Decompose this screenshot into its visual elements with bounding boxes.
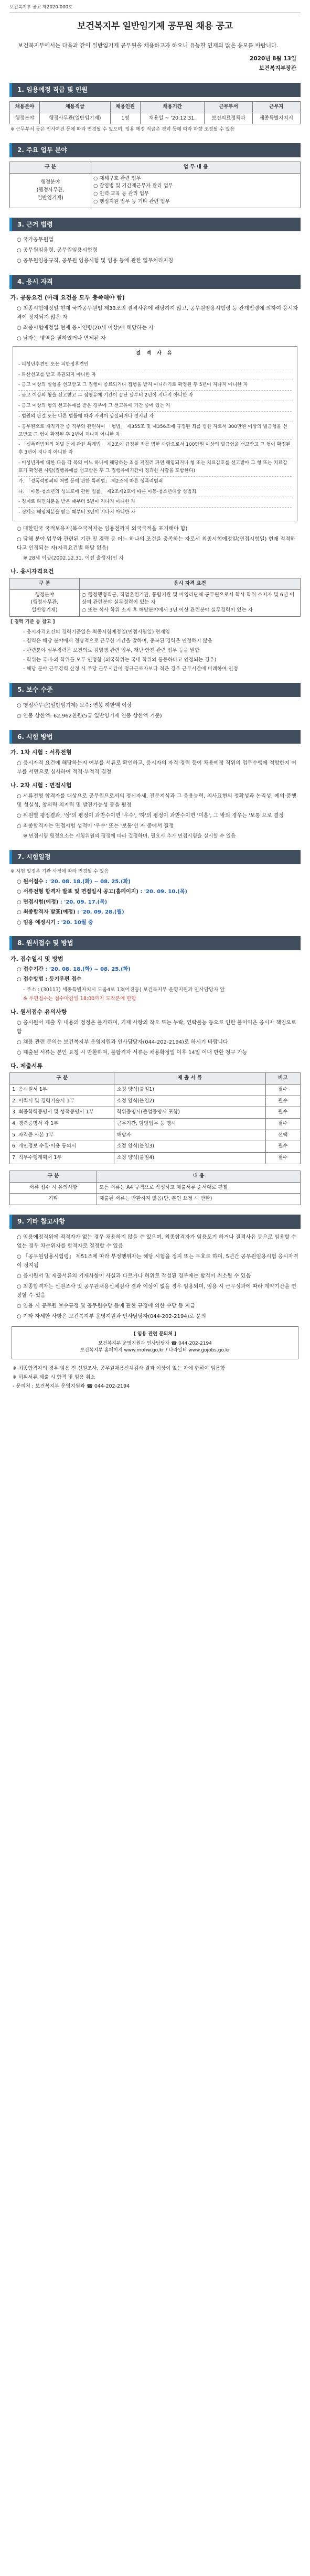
table-row	[10, 1130, 301, 1141]
list-item: ○ 최종합격자는 신원조사 및 공무원채용신체검사 결과 이상이 없을 경우 임용되며, 임용 시 근무성과에 따라 계약기간을 연장할 수 있음	[17, 1283, 296, 1298]
col-header: 구 분	[10, 578, 80, 589]
sub-head: 가. 1차 시험 : 서류전형	[10, 749, 72, 756]
eligibility-category: 행정분야 (행정사무관, 일반임기제)	[10, 589, 80, 616]
table-row	[10, 1084, 301, 1096]
table-cell: 해당자	[114, 1130, 265, 1141]
table-cell: 소정 양식(붙임4)	[114, 1153, 265, 1164]
col-header: 구 분	[10, 1171, 97, 1182]
list-item: - 경력은 해당 분야에서 정상적으로 근무한 기간을 말하며, 중복된 경력은 인정하지 않음	[23, 638, 212, 645]
list-item: ○ 위원별 평정결과, '상'의 평정이 과반수이면 '우수', '하'의 평정이 과반수이면 '미흡', 그 밖의 경우는 '보통'으로 결정	[17, 813, 284, 819]
col-header: 내 용	[97, 1171, 301, 1182]
list-item: ○ 행정사무관(일반임기제) 보수: 연봉 하한액 이상	[17, 702, 132, 709]
box-row: - 법원의 판결 또는 다른 법률에 따라 자격이 상실되거나 정지된 자	[18, 412, 292, 422]
col-header: 근무지	[252, 102, 300, 113]
position-table	[9, 101, 301, 124]
position-note: ※ 근무부서 등은 인사여건 등에 따라 변경될 수 있으며, 임용 예정 직급은 경력 등에 따라 하향 조정될 수 있음	[10, 127, 235, 133]
table-cell: 서류 접수 시 유의사항	[10, 1182, 97, 1194]
submission-value: : 등기우편 접수	[45, 976, 82, 983]
table-cell: 보건의료정책과	[205, 113, 252, 124]
schedule-label: ○ 서류전형 합격자 발표 및 면접일시 공고(홈페이지)	[17, 889, 138, 895]
box-title: 결 격 사 유	[136, 350, 174, 356]
table-cell: 2. 이력서 및 경력기술서 1부	[10, 1096, 114, 1107]
box-row: - 금고 이상의 형을 선고받고 그 집행유예 기간이 끝난 날부터 2년이 지나지 아니한 자	[18, 391, 292, 401]
list-item: ○ 채용 관련 문의는 보건복지부 운영지원과 인사담당자(044-202-2194)로 하시기 바랍니다	[17, 1039, 228, 1046]
list-item: ○ 기타 자세한 사항은 보건복지부 운영지원과 인사담당자(044-202-2194)로 문의	[17, 1313, 206, 1319]
list-item: ※ 28세 이상(2002.12.31. 이전 출생자)인 자	[23, 555, 124, 562]
table-cell: 소정 양식(붙임3)	[114, 1141, 265, 1153]
table-row	[10, 1182, 301, 1194]
table-cell: 학위증명서(졸업증명서 포함)	[114, 1107, 265, 1119]
col-header: 구 분	[10, 1073, 114, 1085]
schedule-label: ○ 원서접수	[17, 878, 44, 885]
table-cell: 5. 자격증 사본 1부	[10, 1130, 114, 1141]
list-item: ○ 공무원임용령, 공무원임용시험령	[17, 248, 98, 254]
table-cell: 소정 양식(붙임1)	[114, 1084, 265, 1096]
table-cell: 필수	[265, 1084, 300, 1096]
list-item: ○ 「공무원임용시험령」 제51조에 따라 부정행위자는 해당 시험을 정지 또는 무효로 하며, 5년간 공무원임용시험 응시자격이 정지됨	[17, 1253, 298, 1269]
schedule-note: ※ 시험 일정은 기관 사정에 따라 변경될 수 있음	[10, 868, 109, 874]
duty-category: 행정분야 (행정사무관, 일반임기제)	[10, 173, 91, 208]
page-title: 보건복지부 일반임기제 공무원 채용 공고	[77, 21, 233, 32]
schedule-value: : '20. 09. 28.(월)	[77, 909, 124, 916]
list-item: - 해당 분야 근무경력 산정 시 주당 근무시간이 정규근로자보다 적은 경우 근무시간에 비례하여 인정	[23, 666, 238, 672]
table-cell: 6. 개인정보 수집·이용 동의서	[10, 1141, 114, 1153]
table-row	[10, 1118, 301, 1130]
section-head-6: 6. 시험 방법	[9, 730, 301, 744]
col-header: 구 분	[10, 162, 91, 173]
sub-head: 나. 원서접수 유의사항	[10, 1008, 67, 1016]
box-row: - 징계로 파면처분을 받은 때부터 5년이 지나지 아니한 자	[18, 497, 292, 508]
eligibility-table	[9, 578, 301, 617]
list-item: ○ 응시자격 요건에 해당하는지 여부를 서류로 확인하고, 응시자의 자격·경력 등이 채용예정 직위의 업무수행에 적합한지 여부를 서면으로 심사하여 적격·부적격 결정	[17, 760, 296, 776]
box-row: - 피성년후견인 또는 피한정후견인	[18, 360, 292, 370]
box-row: - 금고 이상의 실형을 선고받고 그 집행이 종료되거나 집행을 받지 아니하기로 확정된 후 5년이 지나지 아니한 자	[18, 380, 292, 391]
table-cell: 4. 경력증명서 각 1부	[10, 1118, 114, 1130]
table-cell: 1. 응시원서 1부	[10, 1084, 114, 1096]
career-note-title: [ 경력 기준 등 참고 ]	[10, 619, 55, 625]
list-item: - 문의처 : 보건복지부 운영지원과 ☎ 044-202-2194	[13, 1383, 130, 1389]
list-item: ○ 공무원임용규칙, 공무원 임용시험 및 임용 등에 관한 업무처리지침	[17, 258, 174, 264]
table-cell: 필수	[265, 1153, 300, 1164]
submission-label: ○ 접수방법	[17, 976, 44, 983]
table-cell: 1명	[110, 113, 140, 124]
sub-head: 다. 제출서류	[10, 1062, 43, 1070]
col-header: 채용기간	[140, 102, 205, 113]
eligibility-list	[79, 589, 300, 616]
section-head-4: 4. 응시 자격	[9, 275, 301, 289]
intro-paragraph: 보건복지부에서는 다음과 같이 일반임기제 공무원을 채용하고자 하오니 유능한 인재의 많은 응모를 바랍니다.	[18, 42, 279, 49]
announcement-number: 보건복지부 공고 제2020-000호	[9, 4, 301, 13]
box-row: 나. 「아동·청소년의 성보호에 관한 법률」 제2조제2호에 따른 아동·청소년대상 성범죄	[18, 487, 292, 498]
list-item: ○ 최종시험예정일 현재 국가공무원법 제33조의 결격사유에 해당하지 않고, 공무원임용시험령 등 관계법령에 의하여 응시자격이 정지되지 않은 자	[17, 305, 298, 320]
box-row: - 금고 이상의 형의 선고유예를 받은 경우에 그 선고유예 기간 중에 있는 자	[18, 401, 292, 412]
col-header: 근무부서	[205, 102, 252, 113]
list-item: - 관련분야 실무경력은 보건의료·감염병 관련 업무, 재난·안전 관련 업무 등을 말함	[23, 648, 200, 654]
table-row	[10, 1194, 301, 1205]
duty-list	[91, 173, 301, 208]
table-row	[10, 589, 301, 616]
table-cell: 필수	[265, 1107, 300, 1119]
list-item: ※ 최종합격자의 경우 임용 전 신원조사, 공무원채용신체검사 결과 이상이 없는 자에 한하여 임용함	[13, 1366, 226, 1372]
col-header: 채용직급	[39, 102, 110, 113]
section-head-8: 8. 원서접수 및 방법	[9, 936, 301, 950]
list-item: ○ 응시원서 및 제출서류의 기재사항이 사실과 다르거나 허위로 작성된 경우에는 합격이 취소될 수 있음	[17, 1273, 251, 1279]
section-head-9: 9. 기타 참고사항	[9, 1215, 301, 1229]
box-row: - 징계로 해임처분을 받은 때부터 3년이 지나지 아니한 자	[18, 510, 136, 516]
documents-table	[9, 1072, 301, 1164]
section-head-1: 1. 임용예정 직급 및 인원	[9, 83, 301, 97]
schedule-label: ○ 임용 예정시기	[17, 919, 56, 926]
table-cell: 필수	[265, 1096, 300, 1107]
table-cell: 행정분야	[10, 113, 40, 124]
sub-head: 가. 접수일시 및 방법	[10, 955, 63, 962]
table-row	[10, 1107, 301, 1119]
list-item: ○ 최종합격자는 면접시험 성적이 '우수' 또는 '보통'인 자 중에서 결정	[17, 823, 174, 830]
box-row: - 미성년자에 대한 다음 각 목의 어느 하나에 해당하는 죄를 저질러 파면·해임되거나 형 또는 치료감호를 선고받아 그 형 또는 치료감호가 확정된 사람(집행유예를 선고받은 후 그 집행유예기간이 경과한 사람을 포함한다)	[18, 458, 292, 477]
schedule-value: : '20. 10월 중	[57, 919, 93, 926]
list-item: ○ 최종시험예정일 현재 응시연령(20세 이상)에 해당하는 자	[17, 325, 154, 331]
submission-item	[17, 965, 298, 974]
list-item: ○ 응시원서 제출 후 내용의 정정은 불가하며, 기재 사항의 착오 또는 누락, 연락불능 등으로 인한 불이익은 응시자 책임으로 함	[17, 1020, 296, 1035]
table-cell: 모든 서류는 A4 규격으로 작성하고 제출서류 순서대로 편철	[97, 1182, 301, 1194]
table-cell: 소정 양식(붙임2)	[114, 1096, 265, 1107]
address-note: ※ 우편접수는 접수마감일 18:00까지 도착분에 한함	[23, 996, 136, 1002]
sub-head: 나. 2차 시험 : 면접시험	[10, 782, 72, 789]
col-header: 응시 자격 요건	[79, 578, 300, 589]
submission-notes-table	[9, 1171, 301, 1205]
schedule-value: : '20. 09. 17.(목)	[60, 899, 108, 905]
duties-table	[9, 162, 301, 208]
schedule-label: ○ 면접시험(예정)	[17, 899, 59, 905]
contact-row: 보건복지부 홈페이지 www.mohw.go.kr / 나라일터 www.gojobs.go.kr	[80, 1348, 230, 1354]
announcement-date: 2020년 8월 13일	[250, 55, 296, 62]
box-row: 가. 「성폭력범죄의 처벌 등에 관한 특례법」 제2조에 따른 성폭력범죄	[18, 477, 292, 487]
schedule-item	[17, 919, 298, 927]
list-item: ○ 행정행정직군, 직업훈련기관, 통합기관 및 비영리단체 공무원으로서 학사 학위 소지자 및 6년 이상의 관련분야 실무경력이 있는 자	[81, 592, 295, 606]
list-item: ○ 제출된 서류는 본인 요청 시 반환하며, 불합격자 서류는 채용확정일 이후 14일 이내 반환 청구 가능	[17, 1050, 248, 1056]
table-cell: 3. 최종학력증명서 및 성적증명서 1부	[10, 1107, 114, 1119]
schedule-item	[17, 908, 298, 917]
list-item: ○ 감염병 및 기간제근무자 관리 업무	[93, 183, 173, 189]
contact-box-title: [ 임용 관련 문의처 ]	[133, 1331, 177, 1337]
table-cell: 기타	[10, 1194, 97, 1205]
col-header: 채용인원	[110, 102, 140, 113]
list-item: ○ 인력·교육 등 관리 업무	[93, 191, 149, 197]
table-row	[10, 1096, 301, 1107]
list-item: ○ 임용예정직위에 적격자가 없는 경우 채용하지 않을 수 있으며, 최종합격자가 임용포기 하거나 결격사유 등으로 임용할 수 없는 경우 차순위자를 합격자로 결정할 수 있음	[17, 1234, 296, 1249]
list-item: ○ 대한민국 국적보유자(복수국적자는 임용전까지 외국국적을 포기해야 함)	[17, 526, 188, 532]
bottom-notes	[13, 1365, 297, 1391]
schedule-value: : '20. 09. 10.(목)	[140, 889, 187, 895]
table-cell: 필수	[265, 1141, 300, 1153]
disqualification-box	[13, 346, 297, 521]
schedule-item	[17, 888, 298, 896]
list-item: ○ 또는 석사 학위 소지 후 해당분야에서 3년 이상 관련분야 실무경력이 있는 자	[81, 607, 253, 614]
table-cell: 행정사무관(일반임기제)	[39, 113, 110, 124]
section-head-5: 5. 보수 수준	[9, 683, 301, 697]
table-cell: 필수	[265, 1118, 300, 1130]
table-row	[10, 173, 301, 208]
col-header: 채용분야	[10, 102, 40, 113]
box-row: - 공무원으로 재직기간 중 직무와 관련하여 「형법」 제355조 및 제356조에 규정된 죄를 범한 자로서 300만원 이상의 벌금형을 선고받고 그 형이 확정된 후 2년이 지나지 아니한 자	[18, 422, 292, 441]
sub-head: 가. 공통요건 (아래 요건을 모두 충족해야 함)	[10, 294, 125, 301]
list-item: ○ 국가공무원법	[17, 237, 54, 243]
list-item: ○ 서류전형 합격자를 대상으로 공무원으로서의 정신자세, 전문지식과 그 응용능력, 의사표현의 정확성과 논리성, 예의·품행 및 성실성, 창의력·의지력 및 발전가능성 등을 평정	[17, 793, 296, 809]
col-header: 비고	[265, 1073, 300, 1085]
list-item: ○ 당해 분야 업무와 관련된 기관 및 경력 등 어느 하나의 조건을 충족하는 자로서 최종시험예정일(면접시험일) 현재 적격하다고 인정되는 자(자격요건별 해당 없음)	[17, 536, 296, 552]
mailing-address: - 주소 : (30113) 세종특별자치시 도움4로 13(어진동) 보건복지부 운영지원과 인사담당자 앞	[23, 986, 225, 993]
list-item: ○ 연봉 상한액: 62,962천원(5급 일반임기제 연봉 상한액 기준)	[17, 713, 162, 719]
table-cell: 7. 직무수행계획서 1부	[10, 1153, 114, 1164]
sub-head: 나. 응시자격요건	[10, 567, 54, 575]
col-header: 업 무 내 용	[91, 162, 301, 173]
list-item: ※ 허위서류 제출 시 합격 및 임용 취소	[13, 1375, 95, 1381]
list-item: ※ 면접시험 평정요소는 시험위원의 평정에 따라 결정하며, 필요시 추가 면접시험을 실시할 수 있음	[23, 833, 236, 840]
schedule-item	[17, 878, 298, 886]
section-head-2: 2. 주요 업무 분야	[9, 143, 301, 157]
schedule-value: : '20. 08. 18.(화) ~ 08. 25.(화)	[45, 878, 131, 885]
table-cell: 세종특별자치시	[252, 113, 300, 124]
section-head-7: 7. 시험일정	[9, 850, 301, 864]
table-cell: 선택	[265, 1130, 300, 1141]
issuing-organization: 보건복지부장관	[259, 65, 296, 72]
box-row: - 「성폭력범죄의 처벌 등에 관한 특례법」 제2조에 규정된 죄를 범한 사람으로서 100만원 이상의 벌금형을 선고받고 그 형이 확정된 후 3년이 지나지 아니한 자	[18, 440, 292, 458]
table-cell: 근무기간, 담당업무 등 명시	[114, 1118, 265, 1130]
table-cell: 제출된 서류는 반환하지 않음(단, 본인 요청 시 반환)	[97, 1194, 301, 1205]
list-item: - 학위는 국내·외 학위를 모두 인정함 (외국학위는 국내 학위와 동등하다고 인정되는 경우)	[23, 657, 217, 663]
box-row: - 파산선고를 받고 복권되지 아니한 자	[18, 370, 292, 381]
submission-item	[17, 975, 298, 984]
table-row	[10, 113, 301, 124]
contact-box	[12, 1326, 298, 1360]
list-item: ○ 재해구호 관련 업무	[93, 175, 141, 181]
submission-value: : '20. 08. 18.(화) ~ 08. 25.(화)	[45, 966, 131, 972]
schedule-item	[17, 898, 298, 907]
contact-row: 보건복지부 운영지원과 인사담당자 ☎ 044-202-2194	[98, 1340, 212, 1346]
list-item: ○ 남자는 병역을 필하였거나 면제된 자	[17, 335, 106, 341]
list-item: ○ 임용 시 공무원 보수규정 및 공무원수당 등에 관한 규정에 의한 수당 등 지급	[17, 1303, 195, 1309]
schedule-label: ○ 최종합격자 발표(예정)	[17, 909, 76, 916]
section-head-3: 3. 근거 법령	[9, 218, 301, 232]
table-row	[10, 1153, 301, 1164]
list-item: - 응시자격요건의 경력기준일은 최종시험예정일(면접시험일) 현재임	[23, 629, 170, 635]
table-cell: 채용일 ~ '20.12.31.	[140, 113, 205, 124]
col-header: 제 출 서 류	[114, 1073, 265, 1085]
submission-label: ○ 접수기간	[17, 966, 44, 972]
table-row	[10, 1141, 301, 1153]
list-item: ○ 행정지원 업무 등 기타 관련 업무	[93, 198, 170, 205]
